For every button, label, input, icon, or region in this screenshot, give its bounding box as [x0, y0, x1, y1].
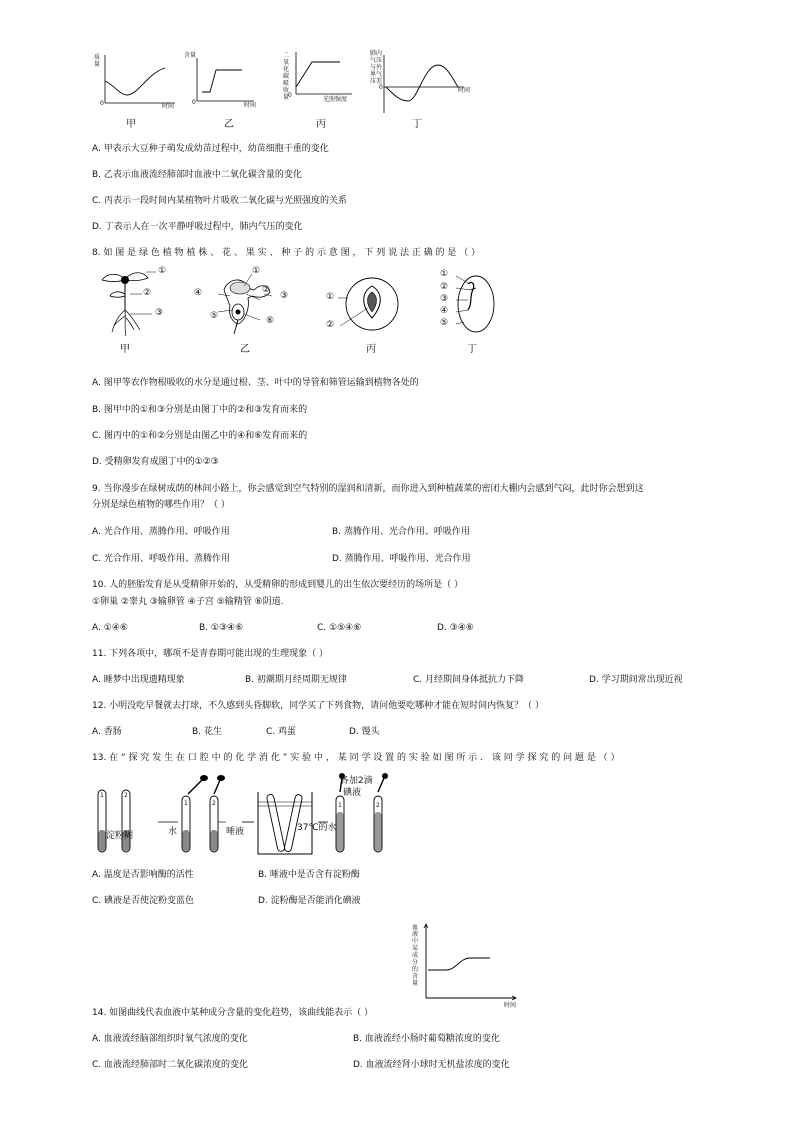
q14-graph-plot — [424, 922, 534, 1002]
q8-fig-seed — [446, 270, 506, 340]
graph-ding-label: 丁 — [412, 119, 422, 130]
graph-yi-origin: 0 — [192, 99, 196, 106]
graph-bing-xlabel: 光照强度 — [323, 96, 348, 103]
graph-jia-xlabel: 时间 — [162, 103, 175, 110]
q13-option-d: D. 淀粉酶是否能消化碘液 — [258, 896, 361, 906]
q11-option-d: D. 学习期间常出现近视 — [589, 675, 683, 685]
q11-stem: 11. 下列各项中，哪项不是青春期可能出现的生理现象（ ） — [92, 649, 329, 659]
q12-stem: 12. 小明没吃早餐就去打球，不久感到头昏脚软，同学买了下列食物，请问他要吃哪种才能在短时间内恢复？（ ） — [92, 701, 545, 711]
q8-fig-flower-marker-1: ① — [252, 266, 261, 276]
q8-fig-fruit-marker-1: ① — [326, 292, 335, 302]
q8-fig-plant-marker-1: ① — [158, 266, 167, 276]
q12-option-a: A. 香肠 — [92, 727, 122, 737]
q9-option-b: B. 蒸腾作用、光合作用、呼吸作用 — [332, 527, 470, 537]
q8-fig-label-yi: 乙 — [240, 344, 250, 355]
q14-option-b: B. 血液流经小肠时葡萄糖浓度的变化 — [353, 1034, 500, 1044]
q12-option-c: C. 鸡蛋 — [266, 727, 297, 737]
q13-fig-tube-3-number: 1 — [184, 800, 188, 807]
q10-option-a: A. ①④⑥ — [92, 623, 128, 633]
q12-option-b: B. 花生 — [192, 727, 222, 737]
graph-ding-xlabel: 时间 — [458, 87, 471, 94]
q10-option-c: C. ①⑤④⑥ — [317, 623, 362, 633]
q8-fig-flower-marker-6: ⑥ — [266, 316, 275, 326]
q8-fig-label-jia: 甲 — [120, 344, 130, 355]
q8-stem: 8. 如 图 是 绿 色 植 物 植 株 、 花 、 果 实 、 种 子 的 示 意 图 ， 下 列 说 法 正 确 的 是 （ ） — [92, 248, 481, 258]
q11-option-a: A. 睡梦中出现遗精现象 — [92, 675, 185, 685]
q7-option-d: D. 丁表示人在一次平静呼吸过程中，肺内气压的变化 — [92, 222, 303, 232]
q8-option-d: D. 受精卵发育成图丁中的①②③ — [92, 457, 219, 467]
q9-option-a: A. 光合作用、蒸腾作用、呼吸作用 — [92, 527, 230, 537]
q13-fig-iodine-line1: 各加2滴 — [340, 776, 373, 786]
q14-graph-ylabel: 血液中某成分的含量 — [412, 924, 419, 987]
q14-stem: 14. 如图曲线代表血液中某种成分含量的变化趋势，该曲线能表示（ ） — [92, 1008, 374, 1018]
graph-bing-origin: 0 — [288, 92, 292, 99]
q13-fig-tube-5-number: 1 — [338, 802, 342, 809]
q8-fig-flower-marker-4: ④ — [194, 288, 203, 298]
graph-bing-plot — [292, 52, 362, 112]
q13-option-a: A. 温度是否影响酶的活性 — [92, 870, 194, 880]
q12-option-d: D. 馒头 — [349, 727, 380, 737]
graph-bing-ylabel: 二氧化碳吸收量 — [283, 52, 290, 101]
q9-option-c: C. 光合作用、呼吸作用、蒸腾作用 — [92, 554, 231, 564]
q13-fig-iodine-line2: 碘液 — [343, 788, 362, 798]
q8-fig-flower-marker-3: ③ — [280, 291, 289, 301]
q8-fig-seed-marker-3: ③ — [440, 294, 449, 304]
q8-fig-seed-marker-2: ② — [440, 282, 449, 292]
q13-fig-temp-label: 37℃的水 — [297, 823, 337, 833]
q13-fig-tube-6-number: 2 — [376, 802, 380, 809]
q13-stem: 13. 在 “ 探 究 发 生 在 口 腔 中 的 化 学 消 化 ” 实 验 中 ， 某 同 学 设 置 的 实 验 如 图 所 示 ． 该 同 学 探 究 的 问 题 是 （ ） — [92, 753, 620, 763]
q13-fig-tube-2-number: 2 — [124, 792, 128, 799]
q8-option-a: A. 图甲等农作物根吸收的水分是通过根、茎、叶中的导管和筛管运输到植物各处的 — [92, 378, 419, 388]
q14-graph-xlabel: 时间 — [504, 1002, 517, 1009]
graph-yi-ylabel: 含量 — [184, 52, 197, 59]
q13-fig-tube-4-number: 2 — [212, 800, 216, 807]
graph-ding-plot — [384, 55, 484, 115]
graph-bing-label: 丙 — [316, 119, 326, 130]
q8-fig-seed-marker-5: ⑤ — [440, 318, 449, 328]
q8-fig-flower-marker-5: ⑤ — [210, 311, 219, 321]
graph-ding-origin: 0 — [379, 84, 383, 91]
graph-jia-ylabel: 质量 — [94, 54, 101, 68]
graph-ding-ylabel: 肺内气压与外界气压差 — [370, 50, 383, 85]
q7-option-a: A. 甲表示大豆种子萌发成幼苗过程中，幼苗细胞干重的变化 — [92, 144, 329, 154]
q11-option-b: B. 初潮期月经周期无规律 — [245, 675, 347, 685]
q10-items: ①卵巢 ②睾丸 ③输卵管 ④子宫 ⑤输精管 ⑥阴道. — [92, 597, 284, 607]
q13-fig-tube-1-number: 1 — [100, 792, 104, 799]
q8-fig-flower-marker-2: ② — [262, 285, 271, 295]
q8-fig-fruit-marker-2: ② — [326, 320, 335, 330]
q8-option-c: C. 图丙中的①和②分别是由图乙中的④和⑥发育而来的 — [92, 431, 308, 441]
q9-stem-line2: 分别是绿色植物的哪些作用？（ ） — [92, 500, 230, 510]
q8-fig-flower — [204, 270, 284, 340]
graph-yi-label: 乙 — [224, 119, 234, 130]
q9-stem-line1: 9. 当你漫步在绿树成荫的林间小路上，你会感觉到空气特别的湿润和清新，而你进入到种植蔬菜的密闭大棚内会感到气闷，此时你会想到这 — [92, 484, 644, 494]
q13-fig-starch-label: 淀粉糊 — [106, 831, 134, 841]
q8-fig-label-ding: 丁 — [467, 344, 477, 355]
q8-fig-fruit — [330, 272, 400, 342]
q13-fig-saliva-label: 唾液 — [226, 827, 245, 837]
q13-option-c: C. 碘液是否使淀粉变蓝色 — [92, 896, 195, 906]
q8-option-b: B. 图甲中的①和③分别是由图丁中的②和③发育而来的 — [92, 405, 308, 415]
q8-fig-label-bing: 丙 — [366, 344, 376, 355]
q8-fig-plant-marker-2: ② — [143, 288, 152, 298]
q14-option-c: C. 血液流经肺部时二氧化碳浓度的变化 — [92, 1060, 249, 1070]
q7-option-c: C. 丙表示一段时间内某植物叶片吸收二氧化碳与光照强度的关系 — [92, 196, 348, 206]
q10-option-b: B. ①③④⑥ — [199, 623, 244, 633]
q7-option-b: B. 乙表示血液流经肺部时血液中二氧化碳含量的变化 — [92, 170, 302, 180]
q13-fig-water-label: 水 — [168, 827, 178, 837]
q11-option-c: C. 月经期间身体抵抗力下降 — [413, 675, 525, 685]
graph-jia-label: 甲 — [126, 119, 136, 130]
q14-option-d: D. 血液流经肾小球时无机盐浓度的变化 — [353, 1060, 510, 1070]
q13-option-b: B. 唾液中是否含有淀粉酶 — [258, 870, 360, 880]
q14-option-a: A. 血液流经脑部组织时氧气浓度的变化 — [92, 1034, 248, 1044]
graph-yi-xlabel: 时间 — [244, 102, 257, 109]
q10-stem: 10. 人的胚胎发育是从受精卵开始的，从受精卵的形成到婴儿的出生依次要经历的场所是（ ） — [92, 580, 464, 590]
q9-option-d: D. 蒸腾作用、呼吸作用、光合作用 — [332, 554, 471, 564]
q8-fig-plant-marker-3: ③ — [155, 308, 164, 318]
q8-fig-seed-marker-4: ④ — [440, 306, 449, 316]
q8-fig-seed-marker-1: ① — [440, 269, 449, 279]
graph-yi-plot — [192, 58, 272, 118]
graph-jia-origin: 0 — [100, 100, 104, 107]
q10-option-d: D. ③④⑥ — [437, 623, 474, 633]
